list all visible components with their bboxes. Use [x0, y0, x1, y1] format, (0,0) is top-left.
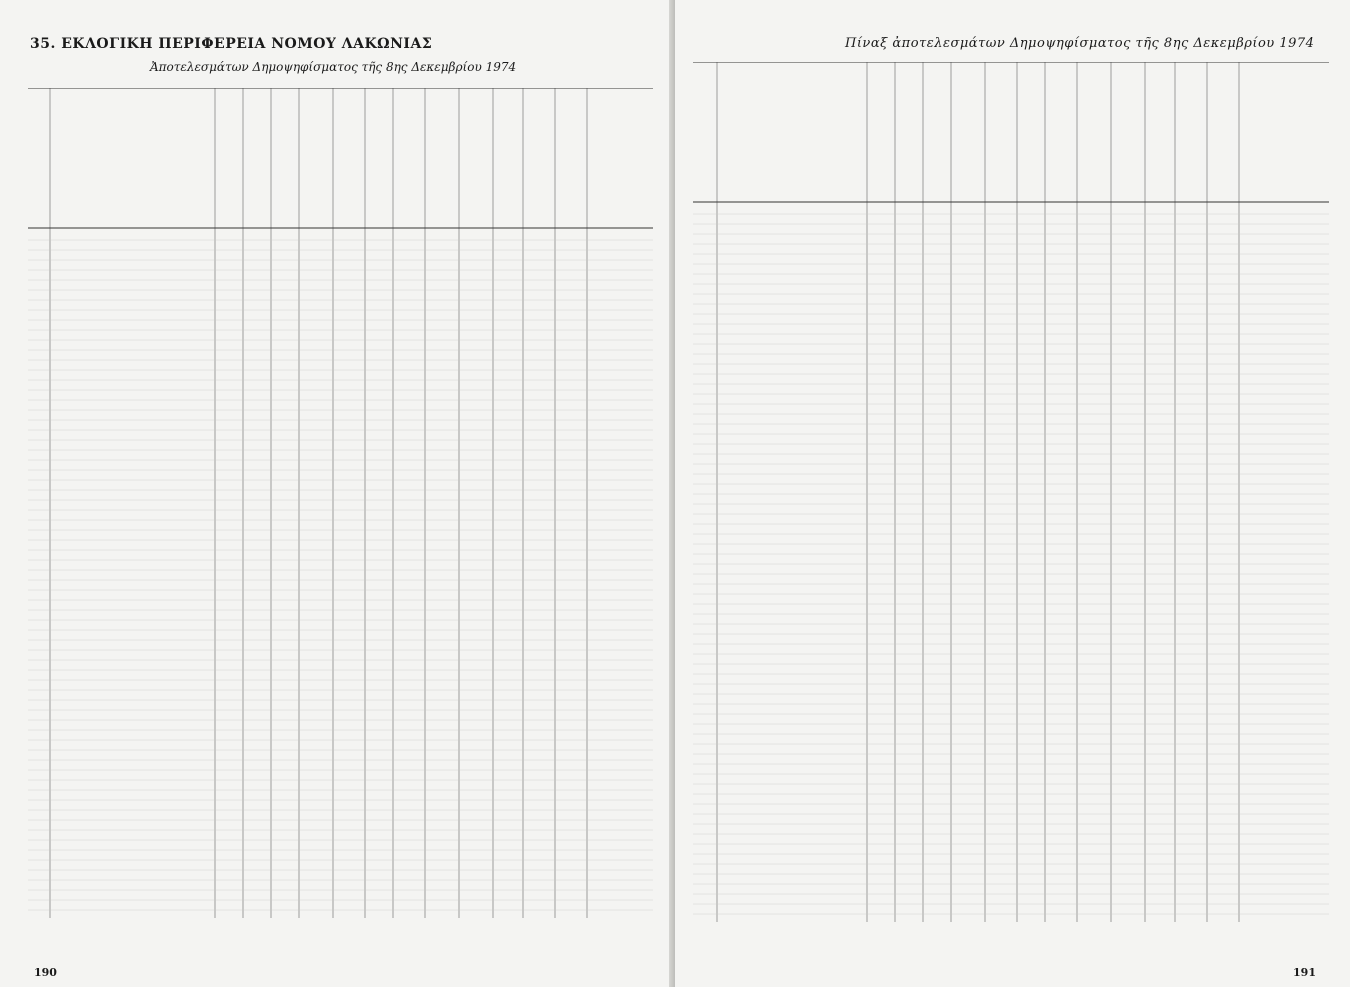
table-rules — [693, 62, 1329, 922]
left-page-title: 35. ΕΚΛΟΓΙΚΗ ΠΕΡΙΦΕΡΕΙΑ ΝΟΜΟΥ ΛΑΚΩΝΙΑΣ — [30, 36, 433, 52]
right-page — [675, 0, 1350, 987]
right-page-title: Πίναξ ἀποτελεσμάτων Δημοψηφίσματος τῆς 8ης Δεκεμβρίου 1974 — [845, 36, 1315, 51]
table-rules — [28, 88, 653, 918]
right-page-number: 191 — [1293, 966, 1316, 979]
left-page-subtitle: Ἀποτελεσμάτων Δημοψηφίσματος τῆς 8ης Δεκεμβρίου 1974 — [150, 60, 517, 74]
left-page-number: 190 — [34, 966, 57, 979]
